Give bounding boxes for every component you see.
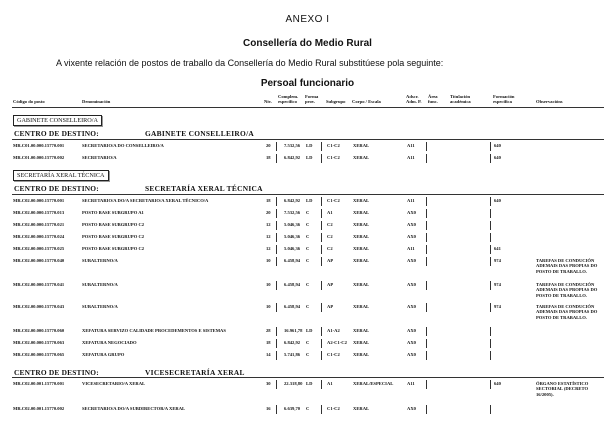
cell-prov: C bbox=[306, 234, 310, 239]
cell-level: 16 bbox=[266, 406, 271, 411]
unit-box-gabinete: GABINETE CONSELLEIRO/A bbox=[13, 115, 102, 126]
cell-corpo: XERAL bbox=[353, 352, 370, 357]
cell-sub: AP bbox=[327, 258, 334, 263]
cell-sub: A1-A2 bbox=[327, 328, 340, 333]
centre-value-gabinete: GABINETE CONSELLEIRO/A bbox=[145, 129, 255, 138]
col-divider bbox=[490, 245, 491, 254]
col-divider bbox=[321, 380, 322, 389]
centre-divider bbox=[12, 139, 604, 140]
col-divider bbox=[321, 233, 322, 242]
cell-comp: 5.741,86 bbox=[284, 352, 301, 357]
cell-level: 18 bbox=[266, 155, 271, 160]
cell-corpo: XERAL bbox=[353, 258, 370, 263]
cell-code: MR.C02.00.000.15770.040 bbox=[13, 258, 65, 263]
cell-comp: 6.458,94 bbox=[284, 282, 301, 287]
table-row bbox=[0, 234, 615, 244]
table-row bbox=[0, 340, 615, 350]
col-observacions: Observacións bbox=[536, 99, 563, 104]
cell-obs: TAREFAS DE CONDUCIÓN ADEMAIS DAS PROPIAS DO POSTO DE TRABALLO. bbox=[536, 304, 598, 320]
cell-level: 12 bbox=[266, 234, 271, 239]
col-complemento-l1: Complem. bbox=[278, 94, 299, 99]
cell-name: XEFATURA NEGOCIADO bbox=[82, 340, 137, 345]
col-divider bbox=[276, 405, 277, 414]
cell-name: VICESECRETARIO/A XERAL bbox=[82, 381, 146, 386]
table-row bbox=[0, 406, 615, 416]
col-divider bbox=[321, 209, 322, 218]
col-divider bbox=[321, 327, 322, 336]
cell-adscr: AX0 bbox=[407, 406, 416, 411]
cell-prov: C bbox=[306, 304, 310, 309]
cell-name: POSTO BASE SUBGRUPO A1 bbox=[82, 210, 144, 215]
cell-name: SECRETARIO/A bbox=[82, 155, 117, 160]
col-corpo: Corpo / Escala bbox=[352, 99, 381, 104]
cell-code: MR.C02.00.000.15770.063 bbox=[13, 340, 65, 345]
col-divider bbox=[321, 221, 322, 230]
cell-prov: LD bbox=[306, 198, 313, 203]
cell-adscr: A11 bbox=[407, 381, 415, 386]
cell-adscr: AX0 bbox=[407, 328, 416, 333]
cell-adscr: A11 bbox=[407, 143, 415, 148]
centre-label-sxt: CENTRO DE DESTINO: bbox=[14, 184, 99, 193]
cell-form: 640 bbox=[494, 198, 501, 203]
col-divider bbox=[426, 154, 427, 163]
col-divider bbox=[321, 245, 322, 254]
col-divider bbox=[321, 142, 322, 151]
cell-sub: C1-C2 bbox=[327, 155, 340, 160]
col-divider bbox=[321, 339, 322, 348]
cell-sub: C2 bbox=[327, 234, 333, 239]
cell-comp: 7.532,56 bbox=[284, 143, 301, 148]
cell-form: 974 bbox=[494, 258, 501, 263]
col-divider bbox=[321, 303, 322, 312]
cell-sub: C2 bbox=[327, 246, 333, 251]
cell-sub: A1 bbox=[327, 381, 333, 386]
cell-comp: 6.842,92 bbox=[284, 198, 301, 203]
cell-adscr: AX0 bbox=[407, 234, 416, 239]
col-divider bbox=[426, 245, 427, 254]
col-divider bbox=[426, 380, 427, 389]
table-row bbox=[0, 198, 615, 208]
cell-sub: C2 bbox=[327, 222, 333, 227]
cell-form: 640 bbox=[494, 381, 501, 386]
cell-adscr: AX0 bbox=[407, 222, 416, 227]
cell-comp: 6.458,94 bbox=[284, 304, 301, 309]
cell-level: 20 bbox=[266, 210, 271, 215]
cell-comp: 7.532,56 bbox=[284, 210, 301, 215]
cell-name: SUBALTERNO/A bbox=[82, 258, 118, 263]
col-divider bbox=[426, 257, 427, 266]
col-divider bbox=[276, 221, 277, 230]
cell-corpo: XERAL bbox=[353, 210, 370, 215]
col-divider bbox=[321, 281, 322, 290]
col-divider bbox=[276, 339, 277, 348]
col-complemento-l2: específico bbox=[278, 99, 297, 105]
cell-adscr: A11 bbox=[407, 246, 415, 251]
cell-sub: C1-C2 bbox=[327, 352, 340, 357]
cell-name: XEFATURA SERVIZO CALIDADE PROCEDEMENTOS E SISTEMAS bbox=[82, 328, 226, 333]
cell-prov: C bbox=[306, 258, 310, 263]
cell-code: MR.C02.00.001.15770.001 bbox=[13, 381, 65, 386]
cell-form: 640 bbox=[494, 155, 501, 160]
col-divider bbox=[276, 142, 277, 151]
col-area bbox=[428, 94, 438, 105]
cell-prov: C bbox=[306, 406, 310, 411]
cell-code: MR.C02.00.000.15770.001 bbox=[13, 198, 65, 203]
cell-level: 10 bbox=[266, 304, 271, 309]
col-divider bbox=[490, 380, 491, 389]
table-row bbox=[0, 352, 615, 362]
cell-level: 10 bbox=[266, 282, 271, 287]
cell-obs: ÓRGANO ESTATÍSTICO SECTORIAL (DECRETO 16/2005). bbox=[536, 381, 589, 397]
col-area-l1: Área bbox=[428, 94, 438, 99]
cell-code: MR.C01.00.000.15770.001 bbox=[13, 143, 65, 148]
col-divider bbox=[276, 257, 277, 266]
col-divider bbox=[276, 154, 277, 163]
col-divider bbox=[426, 221, 427, 230]
cell-prov: LD bbox=[306, 328, 313, 333]
cell-sub: C1-C2 bbox=[327, 406, 340, 411]
cell-comp: 6.639,70 bbox=[284, 406, 301, 411]
col-divider bbox=[490, 351, 491, 360]
intro-text: A vixente relación de postos de traballo da Consellería do Medio Rural substitúese pola seguinte: bbox=[56, 58, 444, 68]
cell-code: MR.C02.00.000.15770.065 bbox=[13, 352, 65, 357]
cell-level: 12 bbox=[266, 222, 271, 227]
cell-code: MR.C02.00.000.15770.021 bbox=[13, 222, 65, 227]
table-row bbox=[0, 282, 615, 298]
cell-adscr: AX0 bbox=[407, 258, 416, 263]
table-row bbox=[0, 381, 615, 397]
cell-adscr: A11 bbox=[407, 155, 415, 160]
cell-name: XEFATURA GRUPO bbox=[82, 352, 125, 357]
cell-name: SUBALTERNO/A bbox=[82, 304, 118, 309]
col-divider bbox=[490, 142, 491, 151]
cell-prov: C bbox=[306, 246, 310, 251]
cell-comp: 5.046,36 bbox=[284, 222, 301, 227]
col-divider bbox=[426, 233, 427, 242]
cell-level: 20 bbox=[266, 143, 271, 148]
col-divider bbox=[490, 303, 491, 312]
col-forma-l2: prov. bbox=[305, 99, 315, 105]
cell-comp: 6.842,92 bbox=[284, 155, 301, 160]
centre-label-vsx: CENTRO DE DESTINO: bbox=[14, 368, 99, 377]
cell-form: 974 bbox=[494, 304, 501, 309]
col-divider bbox=[276, 380, 277, 389]
col-divider bbox=[490, 197, 491, 206]
col-divider bbox=[426, 351, 427, 360]
cell-corpo: XERAL bbox=[353, 155, 370, 160]
col-divider bbox=[490, 405, 491, 414]
cell-adscr: AX0 bbox=[407, 282, 416, 287]
cell-adscr: AX0 bbox=[407, 340, 416, 345]
cell-level: 12 bbox=[266, 246, 271, 251]
col-forma bbox=[305, 94, 318, 105]
col-divider bbox=[321, 351, 322, 360]
cell-name: POSTO BASE SUBGRUPO C2 bbox=[82, 234, 145, 239]
col-divider bbox=[426, 197, 427, 206]
col-divider bbox=[426, 142, 427, 151]
cell-corpo: XERAL bbox=[353, 282, 370, 287]
col-divider bbox=[490, 257, 491, 266]
cell-prov: LD bbox=[306, 381, 313, 386]
cell-sub: A1 bbox=[327, 210, 333, 215]
col-divider bbox=[276, 327, 277, 336]
cell-corpo: XERAL bbox=[353, 406, 370, 411]
col-divider bbox=[276, 245, 277, 254]
col-divider bbox=[276, 233, 277, 242]
cell-adscr: A11 bbox=[407, 198, 415, 203]
table-row bbox=[0, 222, 615, 232]
cell-corpo: XERAL bbox=[353, 222, 370, 227]
col-divider bbox=[426, 281, 427, 290]
col-divider bbox=[276, 209, 277, 218]
col-divider bbox=[426, 303, 427, 312]
cell-prov: C bbox=[306, 352, 310, 357]
cell-adscr: AX0 bbox=[407, 210, 416, 215]
cell-code: MR.C02.00.000.15770.043 bbox=[13, 304, 65, 309]
table-row bbox=[0, 210, 615, 220]
cell-comp: 22.318,80 bbox=[284, 381, 303, 386]
centre-value-sxt: SECRETARÍA XERAL TÉCNICA bbox=[145, 184, 263, 193]
table-row bbox=[0, 258, 615, 274]
col-formacion-l2: específica bbox=[493, 99, 512, 105]
table-row bbox=[0, 304, 615, 320]
table-row bbox=[0, 155, 615, 165]
cell-level: 28 bbox=[266, 328, 271, 333]
col-divider bbox=[276, 197, 277, 206]
col-divider bbox=[490, 339, 491, 348]
cell-code: MR.C02.00.000.15770.013 bbox=[13, 210, 65, 215]
cell-comp: 5.046,36 bbox=[284, 234, 301, 239]
section-title: Persoal funcionario bbox=[260, 78, 355, 89]
cell-name: SECRETARIO/A DO/A SUBDIRECTOR/A XERAL bbox=[82, 406, 186, 411]
cell-name: SUBALTERNO/A bbox=[82, 282, 118, 287]
cell-obs: TAREFAS DE CONDUCIÓN ADEMAIS DAS PROPIAS DO POSTO DE TRABALLO. bbox=[536, 282, 598, 298]
cell-name: POSTO BASE SUBGRUPO C2 bbox=[82, 222, 145, 227]
cell-sub: A2-C1-C2 bbox=[327, 340, 347, 345]
col-titulacion-l2: académica bbox=[450, 99, 471, 105]
cell-corpo: XERAL bbox=[353, 143, 370, 148]
centre-label-gabinete: CENTRO DE DESTINO: bbox=[14, 129, 99, 138]
cell-code: MR.C01.00.000.15770.002 bbox=[13, 155, 65, 160]
cell-sub: AP bbox=[327, 304, 334, 309]
header-divider bbox=[12, 107, 604, 108]
cell-level: 18 bbox=[266, 340, 271, 345]
cell-level: 30 bbox=[266, 381, 271, 386]
cell-comp: 16.961,78 bbox=[284, 328, 303, 333]
cell-corpo: XERAL bbox=[353, 340, 370, 345]
annex-title: ANEXO I bbox=[285, 14, 330, 25]
cell-level: 14 bbox=[266, 352, 271, 357]
cell-prov: LD bbox=[306, 155, 313, 160]
cell-sub: C1-C2 bbox=[327, 143, 340, 148]
col-formacion bbox=[493, 94, 514, 105]
cell-prov: C bbox=[306, 222, 310, 227]
cell-prov: C bbox=[306, 282, 310, 287]
col-divider bbox=[490, 233, 491, 242]
col-titulacion bbox=[450, 94, 471, 105]
cell-form: 640 bbox=[494, 143, 501, 148]
cell-level: 10 bbox=[266, 258, 271, 263]
department-title: Consellería do Medio Rural bbox=[243, 38, 372, 49]
col-adscr-l2: Adm. P. bbox=[406, 99, 422, 105]
cell-name: SECRETARIO/A DO CONSELLEIRO/A bbox=[82, 143, 164, 148]
cell-sub: AP bbox=[327, 282, 334, 287]
cell-prov: C bbox=[306, 210, 310, 215]
cell-form: 641 bbox=[494, 246, 501, 251]
cell-comp: 6.458,94 bbox=[284, 258, 301, 263]
centre-divider bbox=[12, 377, 604, 378]
col-titulacion-l1: Titulación bbox=[450, 94, 471, 99]
col-adscr-l1: Adscr. bbox=[406, 94, 419, 99]
col-divider bbox=[426, 209, 427, 218]
col-forma-l1: Forma bbox=[305, 94, 319, 99]
col-divider bbox=[321, 154, 322, 163]
col-divider bbox=[490, 221, 491, 230]
col-adscr bbox=[406, 94, 422, 105]
cell-corpo: XERAL bbox=[353, 328, 370, 333]
cell-adscr: AX0 bbox=[407, 304, 416, 309]
table-row bbox=[0, 143, 615, 153]
col-divider bbox=[276, 281, 277, 290]
cell-corpo: XERAL bbox=[353, 246, 370, 251]
cell-corpo: XERAL/ESPECIAL bbox=[353, 381, 394, 386]
col-divider bbox=[490, 154, 491, 163]
col-divider bbox=[276, 303, 277, 312]
cell-code: MR.C02.00.000.15770.041 bbox=[13, 282, 65, 287]
centre-divider bbox=[12, 194, 604, 195]
cell-level: 18 bbox=[266, 198, 271, 203]
cell-code: MR.C02.00.001.15770.002 bbox=[13, 406, 65, 411]
col-divider bbox=[490, 209, 491, 218]
cell-name: POSTO BASE SUBGRUPO C2 bbox=[82, 246, 145, 251]
cell-code: MR.C02.00.000.15770.060 bbox=[13, 328, 65, 333]
cell-prov: LD bbox=[306, 143, 313, 148]
col-complemento bbox=[278, 94, 298, 105]
col-divider bbox=[276, 351, 277, 360]
col-subgrupo: Subgrupo bbox=[326, 99, 346, 104]
col-divider bbox=[321, 197, 322, 206]
cell-sub: C1-C2 bbox=[327, 198, 340, 203]
col-divider bbox=[490, 281, 491, 290]
col-area-l2: func. bbox=[428, 99, 438, 105]
cell-corpo: XERAL bbox=[353, 304, 370, 309]
col-denominacion: Denominación bbox=[82, 99, 111, 104]
cell-comp: 5.046,36 bbox=[284, 246, 301, 251]
cell-obs: TAREFAS DE CONDUCIÓN ADEMAIS DAS PROPIAS DO POSTO DE TRABALLO. bbox=[536, 258, 598, 274]
col-divider bbox=[490, 327, 491, 336]
cell-corpo: XERAL bbox=[353, 198, 370, 203]
cell-adscr: AX0 bbox=[407, 352, 416, 357]
col-divider bbox=[426, 405, 427, 414]
cell-form: 974 bbox=[494, 282, 501, 287]
cell-corpo: XERAL bbox=[353, 234, 370, 239]
cell-code: MR.C02.00.000.15770.024 bbox=[13, 234, 65, 239]
col-formacion-l1: Formación bbox=[493, 94, 515, 99]
centre-value-vsx: VICESECRETARÍA XERAL bbox=[145, 368, 245, 377]
col-divider bbox=[426, 327, 427, 336]
col-nivel: Niv. bbox=[264, 99, 272, 104]
cell-prov: C bbox=[306, 340, 310, 345]
col-divider bbox=[321, 257, 322, 266]
col-codigo: Código do posto bbox=[13, 99, 45, 104]
table-row bbox=[0, 246, 615, 256]
cell-code: MR.C02.00.000.15770.025 bbox=[13, 246, 65, 251]
table-row bbox=[0, 328, 615, 338]
col-divider bbox=[426, 339, 427, 348]
col-divider bbox=[321, 405, 322, 414]
cell-comp: 6.842,92 bbox=[284, 340, 301, 345]
unit-box-sxt: SECRETARÍA XERAL TÉCNICA bbox=[13, 170, 109, 181]
cell-name: SECRETARIO/A DO/A SECRETARIO/A XERAL TÉCNICO/A bbox=[82, 198, 209, 203]
